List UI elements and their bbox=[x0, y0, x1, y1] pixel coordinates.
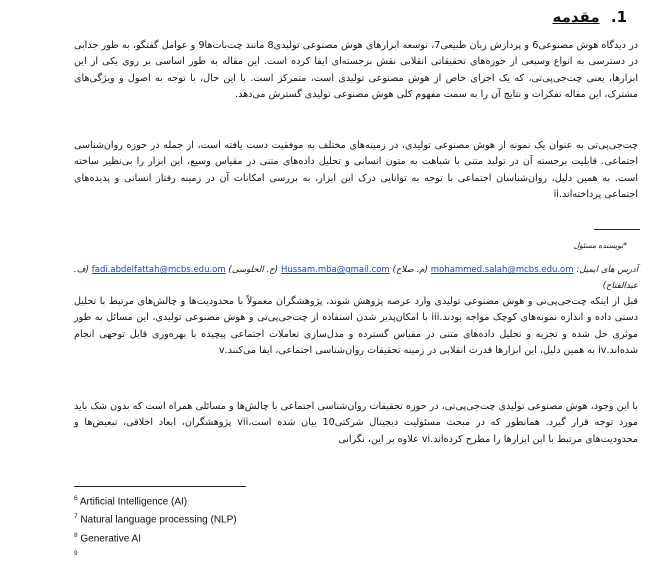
email-name-salah: (م. صلاح) bbox=[392, 265, 428, 275]
email-name-hussam: (ح. الحلوسی) bbox=[228, 265, 279, 275]
footnote-divider bbox=[74, 486, 246, 487]
section-number: 1. bbox=[610, 8, 627, 26]
footnotes bbox=[74, 491, 237, 564]
paragraph-chatgpt: چت‌جی‌پی‌تی به عنوان یک نمونه از هوش مصنوعی تولیدی، در زمینه‌های مختلف به موفقیت دست یافته است، از جمله در حوزه روان‌شناسی اجتماعی. قابلیت برجسته آن در تولید متنی با شباهت به متون انسانی و تحلیل داده‌های متنی در مقیاس وسیع، این ابزار را بی‌نظیر ساخته است. به همین دلیل، روان‌شناسان اجتماعی با توجه به توانایی درک این ابزار، به بررسی امکانات آن در زمینه رفتار انسانی و پدیده‌های اجتماعی پرداخته‌اند.ii bbox=[74, 140, 638, 201]
email-addresses bbox=[74, 262, 638, 294]
corresponding-author-note: *نویسنده مسئول bbox=[573, 241, 627, 250]
paragraph-before-ai: قبل از اینکه چت‌جی‌پی‌تی و هوش مصنوعی تولیدی وارد عرصه پژوهش شوند، پژوهشگران معمولاً با محدودیت‌ها و چالش‌های مرتبط با تحلیل دستی داده و اندازه نمونه‌های کوچک مواجه بودند.iii با امکان‌پذیر شدن استفاده از چت‌جی‌پی‌تی و هوش مصنوعی تولیدی، این مسائل به طور موثری حل شده و تجزیه و تحلیل داده‌های متنی در مقیاس گسترده و مدل‌سازی تعاملات اجتماعی پیچیده با بهره‌وری قابل توجهی انجام شده‌اند.iv به همین دلیل، این ابزارها قدرت انقلابی در زمینه تحقیقات روان‌شناسی اجتماعی، ایفا می‌کنند.v bbox=[74, 296, 638, 357]
author-note-divider bbox=[594, 229, 640, 230]
footnote-item: $^6$ Artificial Intelligence (AI) bbox=[74, 495, 188, 508]
footnote-item: 9 bbox=[74, 549, 78, 557]
section-heading bbox=[552, 8, 627, 26]
paragraph-intro: در دیدگاه هوش مصنوعی6 و پردازش زبان طبیعی7، توسعه ابزارهای هوش مصنوعی تولیدی8 مانند چت‌بات‌ها9 و عوامل گفتگو، به طور جذابی در دسترسی به انواع وسیعی از حوزه‌های تحقیقاتی انقلابی نقش برجسته‌ای ایفا کرده است. این مقاله به طور اساسی بر روی یکی از این ابزارها، یعنی چت‌جی‌پی‌تی، که یک اجرای خاص از هوش مصنوعی تولیدی است، متمرکز است. با این حال، با توجه به اصول و ویژگی‌های مشترک، این مقاله تفکرات و نتایج آن را به سمت مفهوم کلی هوش مصنوعی تولیدی گسترش می‌دهد. bbox=[74, 40, 639, 101]
footnote-item: $^8$ Generative AI bbox=[74, 531, 141, 544]
footnote-item: $^7$ Natural language processing (NLP) bbox=[74, 513, 237, 526]
email-link-fadi[interactable]: fadi.abdelfattah@mcbs.edu.om bbox=[91, 265, 226, 275]
section-title: مقدمه bbox=[552, 8, 600, 26]
paragraph-challenges: با این وجود، هوش مصنوعی تولیدی چت‌جی‌پی‌تی، در حوزه تحقیقات روان‌شناسی اجتماعی با چالش‌ها و مسائلی همراه است که بدون شک باید مورد توجه قرار گیرد. همانطور که در مبحث مسئولیت دیجیتال شرکتی10 بیان شده است،vii پژوهشگران، ابعاد اخلاقی، تبعیض‌ها و محدودیت‌های مرتبط با این ابزارها را مطرح کرده‌اند.vi علاوه بر این، نگرانی bbox=[74, 401, 638, 445]
email-label: آدرس های ایمیل: bbox=[576, 265, 639, 275]
email-link-salah[interactable]: mohammed.salah@mcbs.edu.om bbox=[430, 265, 574, 275]
email-name-fadi: (ف. عبدالفتاح) bbox=[74, 265, 638, 291]
email-link-hussam[interactable]: Hussam.mba@gmail.com bbox=[281, 265, 390, 275]
